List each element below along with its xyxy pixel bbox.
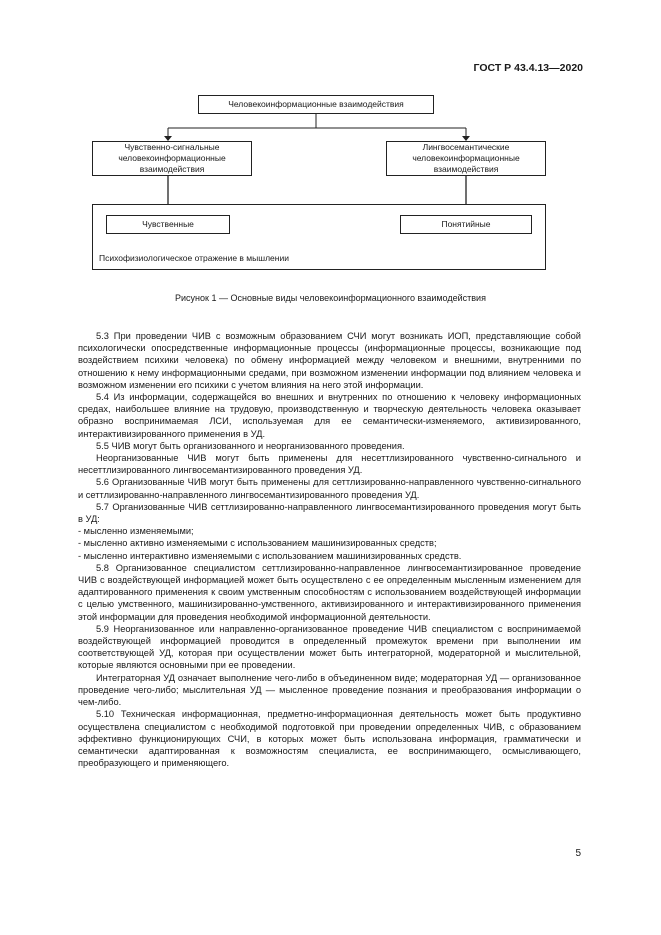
paragraph: 5.7 Организованные ЧИВ сеттлизированно-направленного лингвосемантизированного проведения могут быть в УД: [78, 501, 581, 525]
paragraph: 5.10 Техническая информационная, предметно-информационная деятельность может быть продуктивно осуществлена специалистом с необходимой подготовкой при проведении определенных ЧИВ, с образованием эффективно функционирующих СЧИ, в которых может быть использована информация, грамматически и семантически адаптированная к возможностям специалиста, ее воспринимающего, осмысливающего, преобразующего и применяющего. [78, 709, 581, 769]
container-label: Психофизиологическое отражение в мышлении [99, 253, 289, 263]
diagram-figure [0, 0, 661, 300]
paragraph: Неорганизованные ЧИВ могут быть применены для несеттлизированного чувственно-сигнального и несеттлизированного лингвосемантизированного проведения УД. [78, 453, 581, 476]
list-item: - мысленно активно изменяемыми с использованием машинизированных средств; [78, 538, 437, 549]
box-human-info-interactions: Человекоинформационные взаимодействия [198, 95, 434, 114]
list-item: - мысленно интерактивно изменяемыми с использованием машинизированных средств. [78, 550, 462, 561]
page-number: 5 [575, 848, 581, 859]
paragraph: 5.3 При проведении ЧИВ с возможным образованием СЧИ могут возникать ИОП, представляющие собой психологически опосредственные информационные процессы (информационные процессы, возникающие под воздействием психики человека) по обмену информацией между человеком и внешними, внутренними по отношению к нему информационными средами, при возможном изменении информации под влиянием человека и возможном изменении его психики с учетом влияния на него этой информации. [78, 331, 581, 390]
body-text [78, 330, 581, 769]
box-sensory-signal: Чувственно-сигнальные человекоинформационные взаимодействия [92, 141, 252, 176]
standard-header: ГОСТ Р 43.4.13—2020 [473, 62, 583, 74]
list-item: - мысленно изменяемыми; [78, 526, 194, 537]
paragraph: 5.9 Неорганизованное или направленно-организованное проведение ЧИВ специалистом с воспринимаемой воздействующей информацией проводится в определенный промежуток времени при выполнении им соответствующей УД, которая при осуществлении может быть интеграторной, модераторной и мыслительной, которые являются основными при ее проведении. [78, 623, 581, 671]
box-psychophysiological-container [92, 204, 546, 270]
paragraph: 5.8 Организованное специалистом сеттлизированно-направленное лингвосемантизированное проведение ЧИВ с воздействующей информацией может быть осуществлено с ее определенным мысленным изменением для адаптированного применения к своим умственным способностям с использованием воздействующей информации с целью умственного, машинизированно-умственного, активизированного и интерактивизированного применения этой информации для проведения необходимой информационной деятельности. [78, 562, 581, 622]
box-lingvosemantic: Лингвосемантические человекоинформационные взаимодействия [386, 141, 546, 176]
paragraph: 5.4 Из информации, содержащейся во внешних и внутренних по отношению к человеку информационных средах, наибольшее влияние на трудовую, производственную и творческую деятельность человека оказывает образно воспринимаемая ЛСИ, используемая для ее семантически-изменяемого, активизированного, интерактивизированного применения в УД. [78, 392, 581, 439]
figure-caption: Рисунок 1 — Основные виды человекоинформационного взаимодействия [175, 293, 486, 303]
paragraph: 5.6 Организованные ЧИВ могут быть применены для сеттлизированно-направленного чувственно-сигнального и сеттлизированно-направленного лингвосемантизированного проведения УД. [78, 477, 581, 500]
paragraph: Интеграторная УД означает выполнение чего-либо в объединенном виде; модераторная УД — организованное проведение чего-либо; мыслительная УД — мысленное проведение познания и преобразования информации о чем-либо. [78, 672, 581, 708]
box-conceptual: Понятийные [400, 215, 532, 234]
box-sensory: Чувственные [106, 215, 230, 234]
paragraph: 5.5 ЧИВ могут быть организованного и неорганизованного проведения. [96, 440, 405, 451]
